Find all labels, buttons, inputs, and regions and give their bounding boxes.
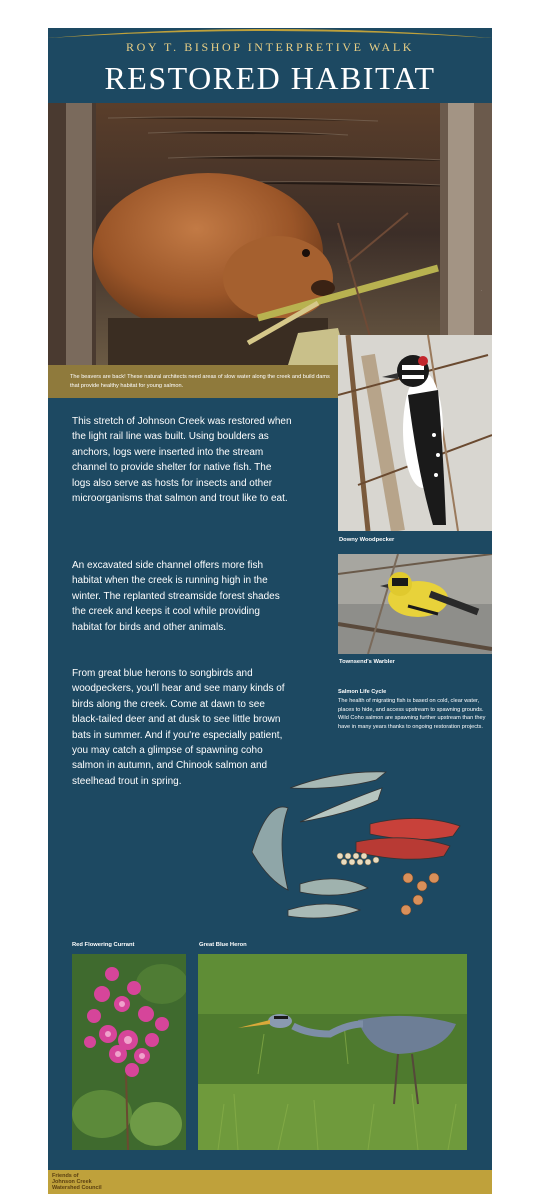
footer-logo-line-1: Friends of <box>52 1173 79 1179</box>
beaver-caption: The beavers are back! These natural architects need areas of slow water along the creek and build dams that provide healthy habitat for young salmon. <box>70 374 330 389</box>
footer-band <box>48 1170 492 1194</box>
salmon-cycle-heading: Salmon Life Cycle <box>338 689 387 695</box>
body-paragraph-3: From great blue herons to songbirds and woodpeckers, you'll hear and see many kinds of birds along the creek. Come at dawn to see black-tailed deer and at dusk to see little brown bats in summer. And if you're especially patient, you may catch a glimpse of spawning coho salmon in autumn, and Chinook salmon and steelhead trout in spring. <box>72 668 285 787</box>
warbler-photo <box>338 554 492 654</box>
salmon-cycle-body: The health of migrating fish is based on cold, clear water, places to hide, and access upstream to spawning grounds. Wild Coho salmon are spawning further upstream than they have in many years thanks to ongoing restoration projects. <box>338 697 486 731</box>
body-paragraph-2: An excavated side channel offers more fish habitat when the creek is running high in the winter. The replanted streamside forest shades the creek and keeps it cool while providing habitat for birds and other animals. <box>72 560 280 633</box>
beaver-photo: . <box>48 103 492 365</box>
sign-title: RESTORED HABITAT <box>104 60 436 96</box>
body-paragraph-1: This stretch of Johnson Creek was restored when the light rail line was built. Using boulders as anchors, logs were inserted into the stream channel to provide shelter for native fish. The logs also serve as hosts for insects and other microorganisms that salmon and trout like to eat. <box>72 416 292 505</box>
woodpecker-photo <box>338 335 492 531</box>
footer-logo-line-2: Johnson Creek <box>52 1179 92 1185</box>
salmon-life-cycle-illustration <box>248 760 470 930</box>
beaver-caption-band <box>48 365 338 398</box>
footer-logo <box>52 1173 102 1191</box>
currant-photo <box>72 954 186 1150</box>
heron-photo <box>198 954 467 1150</box>
currant-label: Red Flowering Currant <box>72 942 135 948</box>
woodpecker-label: Downy Woodpecker <box>339 537 395 543</box>
salmon-cycle-text <box>338 688 488 732</box>
sign-subtitle: ROY T. BISHOP INTERPRETIVE WALK <box>125 40 415 54</box>
heron-label: Great Blue Heron <box>199 942 247 948</box>
header-arch <box>48 26 492 38</box>
warbler-label: Townsend's Warbler <box>339 659 395 665</box>
footer-logo-line-3: Watershed Council <box>52 1185 102 1191</box>
